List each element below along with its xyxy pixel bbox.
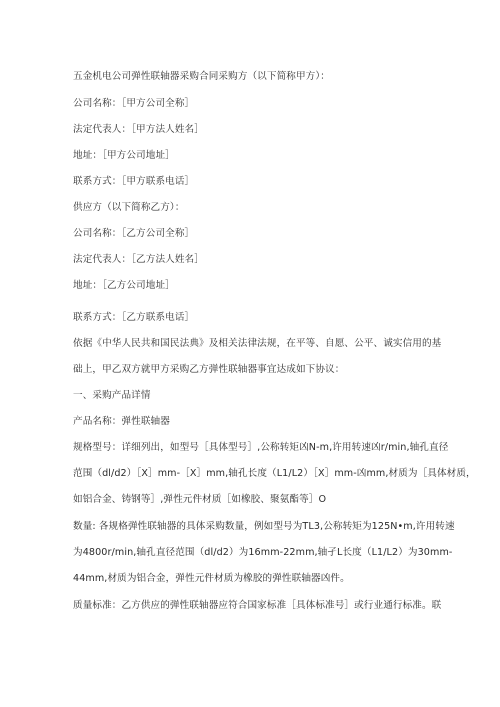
section-heading-1: 一、采购产品详情 — [73, 390, 151, 401]
party-b-legal-representative: 法定代表人：［乙方法人姓名］ — [73, 254, 204, 265]
product-name: 产品名称：弹性联轴器 — [73, 416, 170, 427]
party-b-contact: 联系方式：［乙方联系电话］ — [73, 312, 195, 323]
party-a-legal-representative: 法定代表人：［甲方法人姓名］ — [73, 124, 204, 135]
spec-line-3: 如铝合金、铸钢等］,弹性元件材质［如橡胶、聚氨酯等］O — [73, 494, 327, 505]
party-a-address: 地址：［甲方公司地址］ — [73, 150, 175, 161]
preamble-line-2: 础上，甲乙双方就甲方采购乙方弹性联轴器事宜达成如下协议： — [73, 364, 345, 375]
party-a-contact: 联系方式：［甲方联系电话］ — [73, 176, 195, 187]
spec-line-1: 规格型号：详细列出，如型号［具体型号］,公称转矩凶N-m,许用转速凶r/min,轴孔直径 — [73, 442, 449, 453]
spec-line-2: 范围（dl/d2）［X］mm-［X］mm,轴孔长度（L1/L2）［X］mm-凶mm,材质为［具体材质， — [73, 468, 476, 479]
contract-title-line: 五金机电公司弹性联轴器采购合同采购方（以下简称甲方）： — [73, 71, 330, 82]
party-b-company-name: 公司名称：［乙方公司全称］ — [73, 228, 195, 239]
quality-standard-line: 质量标准：乙方供应的弹性联轴器应符合国家标准［具体标准号］或行业通行标准。联 — [73, 600, 442, 611]
quantity-line-3: 44mm,材质为铝合金，弹性元件材质为橡胶的弹性联轴器凶件。 — [73, 573, 350, 584]
quantity-line-2: 为4800r/min,轴孔直径范围（dl/d2）为16mm-22mm,轴孑L长度（L1/L2）为30mm- — [73, 547, 453, 558]
preamble-line-1: 依据《中华人民共和国民法典》及相关法律法规，在平等、自愿、公平、诚实信用的基 — [73, 338, 442, 349]
quantity-line-1: 数量: 各规格弹性联轴器的具体采购数量，例如型号为TL3,公称转矩为125N•m,许用转速 — [73, 521, 455, 532]
party-b-address: 地址：［乙方公司地址］ — [73, 280, 175, 291]
supplier-heading: 供应方（以下简称乙方）： — [73, 202, 185, 213]
party-a-company-name: 公司名称：［甲方公司全称］ — [73, 98, 195, 109]
